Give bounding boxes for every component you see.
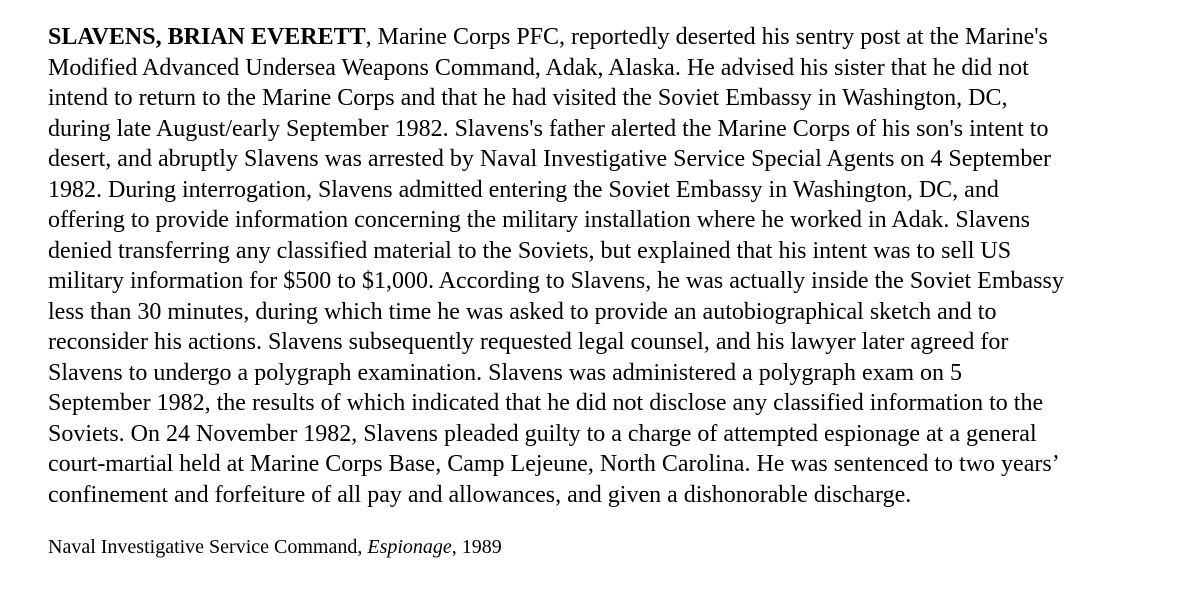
entry-line: September 1982, the results of which indicated that he did not disclose any classified information to the: [48, 390, 1044, 416]
entry-line-text: , Marine Corps PFC, reportedly deserted his sentry post at the Marine's: [365, 24, 1048, 50]
entry-line: less than 30 minutes, during which time he was asked to provide an autobiographical sketch and to: [48, 298, 997, 325]
entry-line: military information for $500 to $1,000. According to Slavens, he was actually inside the Soviet Embassy: [48, 268, 1064, 294]
entry-line: [48, 22, 1168, 53]
subject-name: SLAVENS, BRIAN EVERETT: [48, 24, 366, 50]
source-year: , 1989: [451, 536, 502, 558]
entry-line: 1982. During interrogation, Slavens admitted entering the Soviet Embassy in Washington, DC, and: [48, 176, 999, 203]
entry-line: court-martial held at Marine Corps Base, Camp Lejeune, North Carolina. He was sentenced to two years’: [48, 451, 1060, 477]
entry-line: intend to return to the Marine Corps and that he had visited the Soviet Embassy in Washington, DC,: [48, 85, 1008, 111]
entry-paragraph: [48, 22, 1168, 510]
entry-line: Slavens to undergo a polygraph examination. Slavens was administered a polygraph exam on 5: [48, 359, 963, 386]
source-title: Espionage: [367, 536, 452, 558]
entry-line: denied transferring any classified material to the Soviets, but explained that his intent was to sell US: [48, 237, 1012, 264]
entry-line: Modified Advanced Undersea Weapons Command, Adak, Alaska. He advised his sister that he did not: [48, 54, 1029, 81]
entry-line: reconsider his actions. Slavens subsequently requested legal counsel, and his lawyer later agreed for: [48, 329, 1009, 355]
entry-line: desert, and abruptly Slavens was arrested by Naval Investigative Service Special Agents on 4 September: [48, 146, 1052, 172]
entry-line: offering to provide information concerning the military installation where he worked in Adak. Slavens: [48, 207, 1030, 233]
source-author: Naval Investigative Service Command,: [48, 536, 368, 558]
entry-line: Soviets. On 24 November 1982, Slavens pleaded guilty to a charge of attempted espionage at a general: [48, 420, 1037, 447]
source-citation: [48, 533, 502, 561]
entry-line: confinement and forfeiture of all pay and allowances, and given a dishonorable discharge.: [48, 481, 912, 508]
entry-line: during late August/early September 1982. Slavens's father alerted the Marine Corps of his son's intent to: [48, 115, 1049, 142]
